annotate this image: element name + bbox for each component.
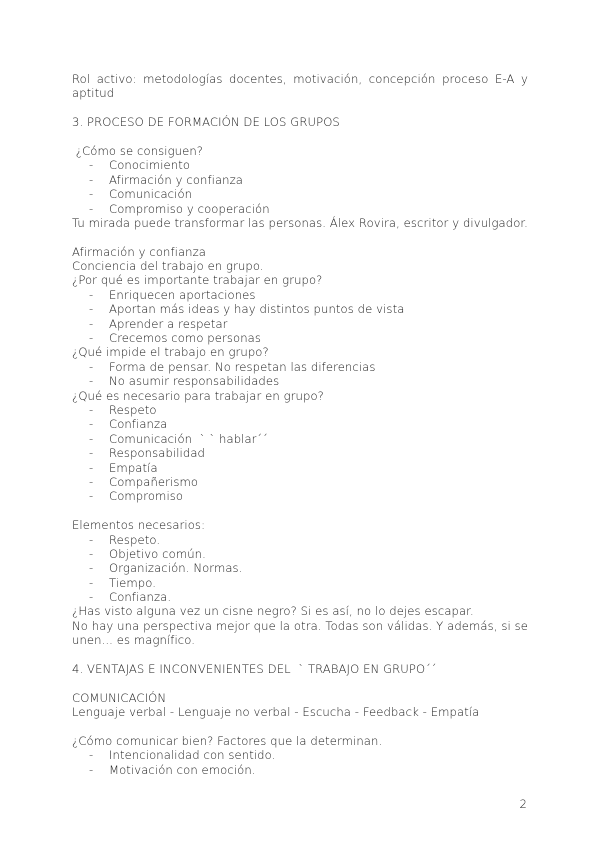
list-item: - Empatía (89, 460, 158, 475)
list-item: - Tiempo. (89, 575, 157, 590)
list-item: - Intencionalidad con sentido. (89, 748, 276, 763)
list-item: - Respeto (89, 402, 157, 417)
subheading: Elementos necesarios: (72, 518, 206, 533)
list-item: - Aportan más ideas y hay distintos puntos de vista (89, 302, 405, 317)
list-item: - Motivación con emoción. (89, 762, 256, 777)
list-item: - Enriquecen aportaciones (89, 287, 256, 302)
list-item: - Confianza (89, 417, 168, 432)
intro-line: aptitud (72, 86, 115, 101)
section-heading: 3. PROCESO DE FORMACIÓN DE LOS GRUPOS (72, 115, 340, 130)
list-item: - Comunicación (89, 187, 193, 202)
question: ¿Cómo se consiguen? (72, 143, 204, 158)
question: ¿Qué impide el trabajo en grupo? (72, 345, 269, 360)
question: ¿Por qué es importante trabajar en grupo? (72, 273, 323, 288)
list-item: - Compañerismo (89, 474, 199, 489)
list-item: - Crecemos como personas (89, 331, 261, 346)
list-item: - Forma de pensar. No respetan las diferencias (89, 359, 376, 374)
page-number: 2 (519, 797, 527, 811)
subheading: Afirmación y confianza (72, 244, 207, 259)
section-heading: 4. VENTAJAS E INCONVENIENTES DEL ` TRABAJO EN GRUPO´´ (72, 662, 437, 677)
list-item: - Responsabilidad (89, 446, 205, 461)
list-item: - Organización. Normas. (89, 561, 243, 576)
paragraph: ¿Has visto alguna vez un cisne negro? Si es así, no lo dejes escapar. (72, 604, 474, 619)
list-item: - Confianza. (89, 590, 172, 605)
document-page (72, 72, 528, 777)
list-item: - Compromiso (89, 489, 184, 504)
list-item: - Compromiso y cooperación (89, 201, 270, 216)
list-item: - Respeto. (89, 532, 161, 547)
paragraph: unen... es magnífico. (72, 633, 196, 648)
list-item: - Objetivo común. (89, 546, 206, 561)
paragraph: Conciencia del trabajo en grupo. (72, 259, 264, 274)
list-item: - Aprender a respetar (89, 316, 228, 331)
paragraph: No hay una perspectiva mejor que la otra. Todas son válidas. Y además, si se (72, 618, 528, 633)
list-item: - Afirmación y confianza (89, 172, 244, 187)
list-item: - Comunicación ` ` hablar´´ (89, 431, 268, 446)
quote: Tu mirada puede transformar las personas. Álex Rovira, escritor y divulgador. (72, 215, 528, 230)
paragraph: Lenguaje verbal - Lenguaje no verbal - Escucha - Feedback - Empatía (72, 705, 480, 720)
question: ¿Cómo comunicar bien? Factores que la determinan. (72, 733, 383, 748)
intro-line: Rol activo: metodologías docentes, motivación, concepción proceso E-A y (72, 72, 528, 86)
subheading: COMUNICACIÓN (72, 690, 167, 705)
question: ¿Qué es necesario para trabajar en grupo? (72, 388, 324, 403)
list-item: - Conocimiento (89, 158, 191, 173)
list-item: - No asumir responsabilidades (89, 374, 280, 389)
